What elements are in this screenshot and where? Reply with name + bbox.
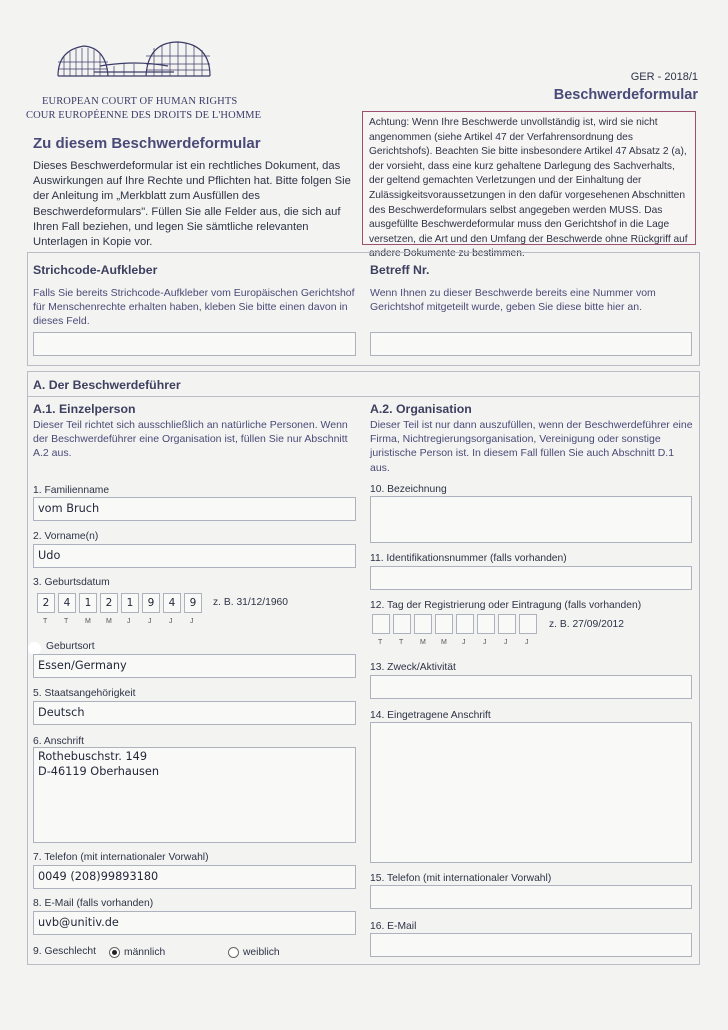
org-purpose-field[interactable] xyxy=(370,675,692,699)
regdate-digit-cell[interactable] xyxy=(393,614,411,634)
gender-male-radio[interactable] xyxy=(109,947,120,958)
court-building-icon xyxy=(54,36,214,94)
gender-male-label: männlich xyxy=(124,947,166,958)
dob-label: 3. Geburtsdatum xyxy=(33,577,110,588)
dob-format-letter: J xyxy=(127,618,131,625)
dob-format-letter: T xyxy=(43,618,48,625)
regdate-format-letter: T xyxy=(399,639,404,646)
org-regdate-example: z. B. 27/09/2012 xyxy=(549,619,624,630)
court-logo xyxy=(54,36,214,94)
email-label: 8. E-Mail (falls vorhanden) xyxy=(33,898,154,909)
regdate-digit-cell[interactable] xyxy=(519,614,537,634)
individual-title: A.1. Einzelperson xyxy=(33,402,136,416)
firstname-field[interactable]: Udo xyxy=(33,544,356,568)
dob-format-letter: T xyxy=(64,618,69,625)
org-regdate-label: 12. Tag der Registrierung oder Eintragung (falls vorhanden) xyxy=(370,600,642,611)
gender-female-radio[interactable] xyxy=(228,947,239,958)
organisation-title: A.2. Organisation xyxy=(370,402,472,416)
dob-digit-cell[interactable]: 9 xyxy=(184,593,202,613)
individual-text: Dieser Teil richtet sich ausschließlich an natürliche Personen. Wenn der Beschwerdeführer eine Organisation ist, füllen Sie nur Abschnitt A.2 aus. xyxy=(33,419,348,460)
org-address-field[interactable] xyxy=(370,722,692,863)
regdate-format-letter: T xyxy=(378,639,383,646)
org-purpose-label: 13. Zweck/Aktivität xyxy=(370,662,456,673)
address-field[interactable]: Rothebuschstr. 149 D-46119 Oberhausen xyxy=(33,747,356,843)
dob-example: z. B. 31/12/1960 xyxy=(213,597,288,608)
court-name-fr: COUR EUROPÉENNE DES DROITS DE L'HOMME xyxy=(26,110,262,121)
surname-field[interactable]: vom Bruch xyxy=(33,497,356,521)
surname-label: 1. Familienname xyxy=(33,485,110,496)
dob-digit-cell[interactable]: 4 xyxy=(163,593,181,613)
regdate-format-letter: J xyxy=(504,639,508,646)
org-name-label: 10. Bezeichnung xyxy=(370,484,447,495)
dob-format-letter: M xyxy=(85,618,91,625)
email-field[interactable]: uvb@unitiv.de xyxy=(33,911,356,935)
barcode-title: Strichcode-Aufkleber xyxy=(33,263,158,277)
dob-digit-cell[interactable]: 1 xyxy=(79,593,97,613)
dob-digit-cell[interactable]: 2 xyxy=(100,593,118,613)
gender-female-label: weiblich xyxy=(243,947,280,958)
org-idnum-field[interactable] xyxy=(370,566,692,590)
dob-format-letter: J xyxy=(148,618,152,625)
section-a-divider xyxy=(27,396,700,397)
form-name: Beschwerdeformular xyxy=(553,87,698,103)
reference-title: Betreff Nr. xyxy=(370,263,430,277)
organisation-text: Dieser Teil ist nur dann auszufüllen, wenn der Beschwerdeführer eine Firma, Nichtregierungsorganisation, Vereinigung oder sonstige juristische Person ist. In diesem Fall füllen Sie auch Abschnitt D.1 aus. xyxy=(370,419,693,474)
firstname-label: 2. Vorname(n) xyxy=(33,531,99,542)
dob-digit-cell[interactable]: 1 xyxy=(121,593,139,613)
section-a-title: A. Der Beschwerdeführer xyxy=(33,378,181,392)
dob-format-letter: J xyxy=(190,618,194,625)
regdate-format-letter: J xyxy=(483,639,487,646)
org-idnum-label: 11. Identifikationsnummer (falls vorhanden) xyxy=(370,553,567,564)
nationality-label: 5. Staatsangehörigkeit xyxy=(33,688,136,699)
intro-title: Zu diesem Beschwerdeformular xyxy=(33,135,261,152)
org-phone-label: 15. Telefon (mit internationaler Vorwahl) xyxy=(370,873,552,884)
warning-notice: Achtung: Wenn Ihre Beschwerde unvollständig ist, wird sie nicht angenommen (siehe Artikel 47 der Verfahrensordnung des Gerichtshofs). Beachten Sie bitte insbesondere Artikel 47 Absatz 2 (a), der vorsieht, dass eine kurz gehaltene Darlegung des Sachverhalts, der geltend gemachten Verletzungen und der Einhaltung der Zulässigkeitsvoraussetzungen in den dafür vorgesehenen Abschnitten des Beschwerdeformulars selbst angegeben werden MUSS. Das ausgefüllte Beschwerdeformular muss den Gerichtshof in die Lage versetzen, die Art und den Umfang der Beschwerde ohne Rückgriff auf andere Dokumente zu bestimmen. xyxy=(362,111,696,245)
dob-digit-cell[interactable]: 4 xyxy=(58,593,76,613)
dob-format-letter: M xyxy=(106,618,112,625)
phone-label: 7. Telefon (mit internationaler Vorwahl) xyxy=(33,852,209,863)
barcode-text: Falls Sie bereits Strichcode-Aufkleber vom Europäischen Gerichtshof für Menschenrechte erhalten haben, kleben Sie bitte einen davon in dieses Feld. xyxy=(33,287,355,328)
regdate-digit-cell[interactable] xyxy=(498,614,516,634)
org-address-label: 14. Eingetragene Anschrift xyxy=(370,710,491,721)
reference-text: Wenn Ihnen zu dieser Beschwerde bereits eine Nummer vom Gerichtshof mitgeteilt wurde, geben Sie diese bitte hier an. xyxy=(370,287,656,314)
regdate-digit-cell[interactable] xyxy=(477,614,495,634)
gender-label: 9. Geschlecht xyxy=(33,946,96,957)
regdate-digit-cell[interactable] xyxy=(456,614,474,634)
dob-format-letter: J xyxy=(169,618,173,625)
regdate-digit-cell[interactable] xyxy=(414,614,432,634)
org-email-field[interactable] xyxy=(370,933,692,957)
barcode-field[interactable] xyxy=(33,332,356,356)
reference-number-field[interactable] xyxy=(370,332,692,356)
regdate-digit-cell[interactable] xyxy=(435,614,453,634)
birthplace-label: Geburtsort xyxy=(46,641,95,652)
dob-digit-cell[interactable]: 2 xyxy=(37,593,55,613)
phone-field[interactable]: 0049 (208)99893180 xyxy=(33,865,356,889)
regdate-format-letter: M xyxy=(441,639,447,646)
regdate-format-letter: M xyxy=(420,639,426,646)
intro-text: Dieses Beschwerdeformular ist ein rechtliches Dokument, das Auswirkungen auf Ihre Rechte und Pflichten hat. Bitte folgen Sie der Anleitung im „Merkblatt zum Ausfüllen des Beschwerdeformulars". Füllen Sie alle Felder aus, die sich auf Ihren Fall beziehen, und legen Sie sämtliche relevanten Unterlagen in Kopie vor. xyxy=(33,160,351,249)
org-name-field[interactable] xyxy=(370,496,692,543)
address-label: 6. Anschrift xyxy=(33,736,84,747)
regdate-format-letter: J xyxy=(462,639,466,646)
court-name-en: EUROPEAN COURT OF HUMAN RIGHTS xyxy=(42,96,238,107)
dob-digit-cell[interactable]: 9 xyxy=(142,593,160,613)
regdate-digit-cell[interactable] xyxy=(372,614,390,634)
regdate-format-letter: J xyxy=(525,639,529,646)
nationality-field[interactable]: Deutsch xyxy=(33,701,356,725)
form-code: GER - 2018/1 xyxy=(630,71,698,83)
birthplace-field[interactable]: Essen/Germany xyxy=(33,654,356,678)
org-email-label: 16. E-Mail xyxy=(370,921,417,932)
org-phone-field[interactable] xyxy=(370,885,692,909)
